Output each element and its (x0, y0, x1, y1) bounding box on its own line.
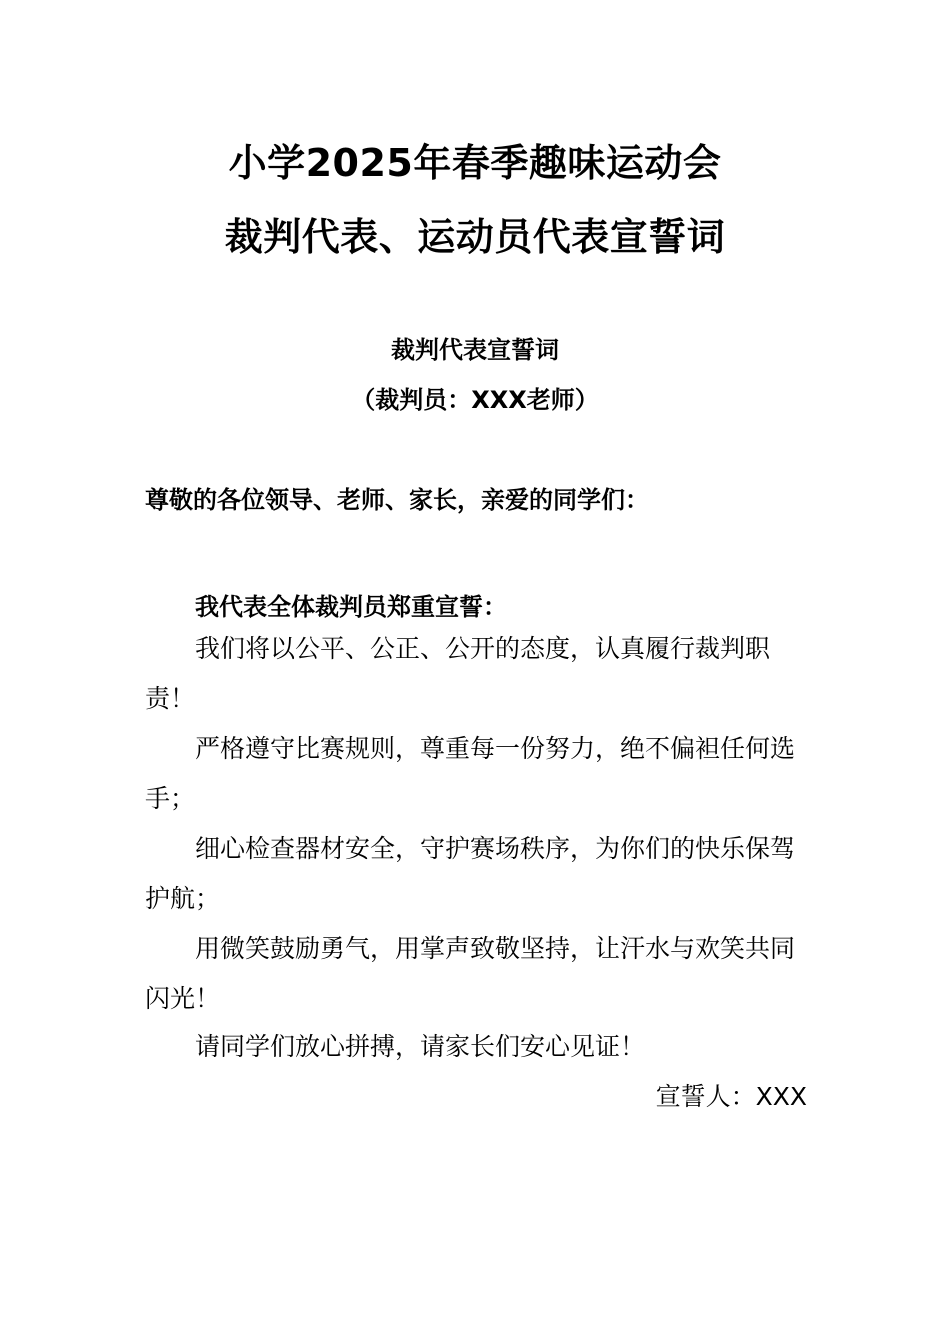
section-heading: 裁判代表宣誓词 (391, 336, 559, 364)
salutation: 尊敬的各位领导、老师、家长，亲爱的同学们： (145, 486, 649, 514)
oath-paragraph-5: 请同学们放心拼搏，请家长们安心见证！ (195, 1032, 646, 1061)
oath-paragraph-4: 用微笑鼓励勇气，用掌声致敬坚持，让汗水与欢笑共同闪光！ (145, 934, 796, 1013)
oath-lead: 我代表全体裁判员郑重宣誓： (195, 593, 507, 621)
document-title-line-2: 裁判代表、运动员代表宣誓词 (224, 215, 726, 259)
document-title-line-1: 小学2025年春季趣味运动会 (228, 141, 722, 185)
oath-paragraph-3: 细心检查器材安全，守护赛场秩序，为你们的快乐保驾护航； (145, 834, 796, 913)
oath-paragraph-1: 我们将以公平、公正、公开的态度，认真履行裁判职责！ (145, 634, 771, 713)
signature: 宣誓人：XXX (655, 1082, 807, 1111)
section-speaker: （裁判员：XXX老师） (351, 386, 599, 414)
oath-paragraph-2: 严格遵守比赛规则，尊重每一份努力，绝不偏袒任何选手； (145, 734, 796, 813)
